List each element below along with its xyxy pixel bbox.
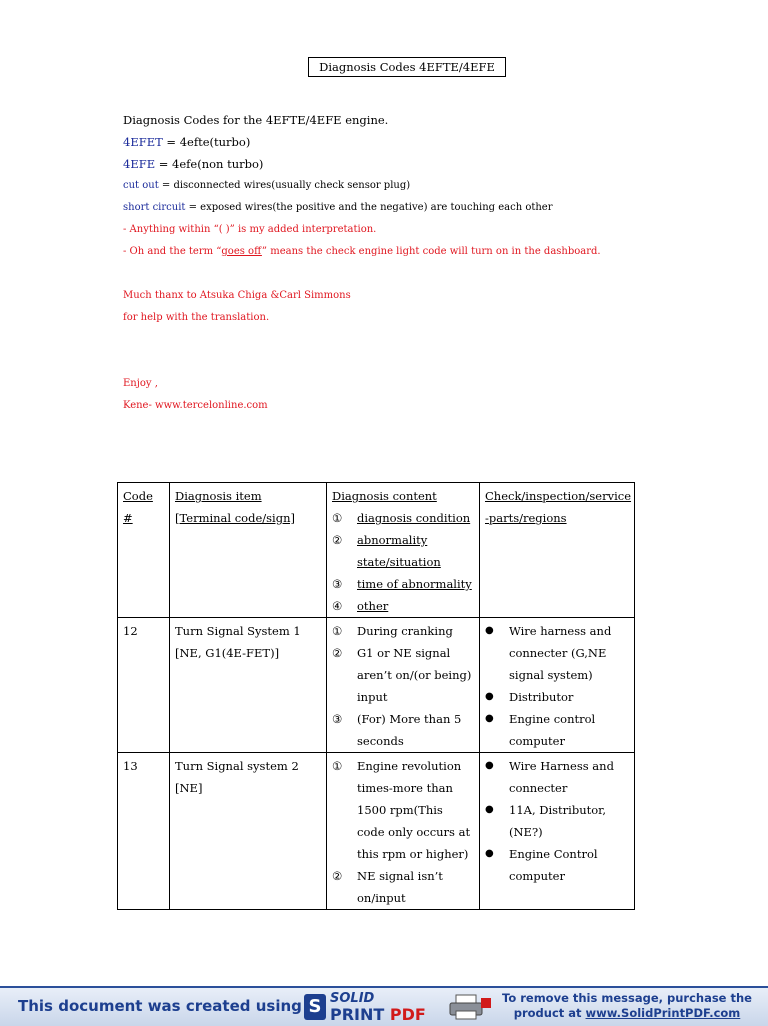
def-value: = disconnected wires(usually check sensor plug) [158, 180, 411, 191]
watermark-banner [0, 986, 768, 1026]
header-item-line: Diagnosis item [175, 489, 262, 503]
item-number: ② [332, 646, 343, 660]
header-check [480, 483, 635, 618]
code-cell: 12 [118, 618, 170, 753]
item-cell [170, 753, 327, 910]
definition-turbo [123, 135, 250, 149]
bullet-icon: ● [485, 625, 494, 636]
header-code [118, 483, 170, 618]
definition-short-circuit [123, 202, 553, 213]
header-item-line: [Terminal code/sign] [175, 511, 295, 525]
item-number: ① [332, 759, 343, 773]
intro-heading: Diagnosis Codes for the 4EFTE/4EFE engine. [123, 113, 389, 127]
def-key: 4EFET [123, 135, 163, 149]
item-text: diagnosis condition [357, 511, 471, 525]
note-suffix: ” means the check engine light code will turn on in the dashboard. [261, 246, 601, 257]
item-number: ② [332, 533, 343, 547]
logo-pdf: PDF [389, 1005, 426, 1024]
note-goes-off [123, 246, 601, 257]
check-text: Wire harness and connecter (G,NE signal system) [509, 624, 612, 682]
item-text: During cranking [357, 624, 453, 638]
def-key: short circuit [123, 202, 186, 213]
banner-right-text [498, 991, 756, 1021]
note-prefix: - Oh and the term “ [123, 246, 222, 257]
check-item [485, 843, 629, 887]
enjoy-line: Enjoy , [123, 378, 158, 389]
item-text: (For) More than 5 seconds [357, 712, 462, 748]
item-number: ④ [332, 599, 343, 613]
check-cell [480, 618, 635, 753]
bullet-icon: ● [485, 804, 494, 815]
content-item [332, 642, 474, 708]
content-item [332, 507, 474, 529]
table-row [118, 753, 635, 910]
header-code-label: Code # [123, 489, 153, 525]
content-cell [327, 753, 480, 910]
check-text: Wire Harness and connecter [509, 759, 614, 795]
item-number: ③ [332, 712, 343, 726]
item-cell [170, 618, 327, 753]
check-text: Distributor [509, 690, 574, 704]
item-number: ① [332, 624, 343, 638]
check-cell [480, 753, 635, 910]
def-value: = exposed wires(the positive and the negative) are touching each other [185, 202, 553, 213]
header-check-label: Check/inspection/service -parts/regions [485, 489, 632, 525]
item-text: abnormality state/situation [357, 533, 441, 569]
item-text: NE signal isn’t on/input [357, 869, 443, 905]
banner-product-at: product at [513, 1006, 586, 1020]
header-content [327, 483, 480, 618]
solidprintpdf-link[interactable]: www.SolidPrintPDF.com [585, 1006, 741, 1020]
item-line: Turn Signal system 2 [175, 759, 299, 773]
check-text: 11A, Distributor, (NE?) [509, 803, 607, 839]
item-number: ② [332, 869, 343, 883]
check-item [485, 620, 629, 686]
bullet-icon: ● [485, 760, 494, 771]
item-line: [NE] [175, 781, 203, 795]
content-item [332, 755, 474, 865]
code-cell: 13 [118, 753, 170, 910]
thanks-line-1: Much thanx to Atsuka Chiga &Carl Simmons [123, 290, 351, 301]
check-text: Engine Control computer [509, 847, 598, 883]
def-value: = 4efe(non turbo) [155, 157, 264, 171]
bullet-icon: ● [485, 691, 494, 702]
note-key-term: goes off [221, 246, 262, 257]
content-item [332, 595, 474, 617]
banner-left-text: This document was created using [18, 997, 302, 1015]
table-header-row [118, 483, 635, 618]
def-key: 4EFE [123, 157, 156, 171]
def-key: cut out [123, 180, 159, 191]
check-item [485, 799, 629, 843]
banner-right-line-2 [498, 1006, 756, 1021]
item-number: ① [332, 511, 343, 525]
check-item [485, 686, 629, 708]
content-item [332, 708, 474, 752]
check-text: Engine control computer [509, 712, 596, 748]
item-line: [NE, G1(4E-FET)] [175, 646, 280, 660]
content-item [332, 573, 474, 595]
solid-print-pdf-logo [300, 991, 460, 1023]
content-cell [327, 618, 480, 753]
signature-line: Kene- www.tercelonline.com [123, 400, 268, 411]
check-item [485, 708, 629, 752]
logo-line-1: SOLID [330, 991, 375, 1006]
check-item [485, 755, 629, 799]
table-row [118, 618, 635, 753]
bullet-icon: ● [485, 848, 494, 859]
item-text: other [357, 599, 389, 613]
definition-cut-out [123, 180, 410, 191]
item-number: ③ [332, 577, 343, 591]
diagnosis-codes-table [117, 482, 635, 910]
header-content-title: Diagnosis content [332, 489, 437, 503]
content-item [332, 529, 474, 573]
item-text: time of abnormality [357, 577, 472, 591]
item-line: Turn Signal System 1 [175, 624, 301, 638]
content-item [332, 620, 474, 642]
item-text: G1 or NE signal aren’t on/(or being) input [357, 646, 472, 704]
content-item [332, 865, 474, 909]
item-text: Engine revolution times-more than 1500 rpm(This code only occurs at this rpm or higher) [357, 759, 471, 861]
note-interpretation: - Anything within “( )” is my added interpretation. [123, 224, 377, 235]
printer-icon [448, 994, 492, 1020]
definition-non-turbo [123, 157, 263, 171]
logo-line-2 [330, 1005, 426, 1024]
logo-s-icon: S [304, 994, 326, 1020]
logo-print: PRINT [330, 1005, 390, 1024]
header-item [170, 483, 327, 618]
banner-right-line-1: To remove this message, purchase the [502, 991, 752, 1005]
def-value: = 4efte(turbo) [162, 135, 251, 149]
document-title: Diagnosis Codes 4EFTE/4EFE [308, 57, 506, 77]
thanks-line-2: for help with the translation. [123, 312, 270, 323]
bullet-icon: ● [485, 713, 494, 724]
